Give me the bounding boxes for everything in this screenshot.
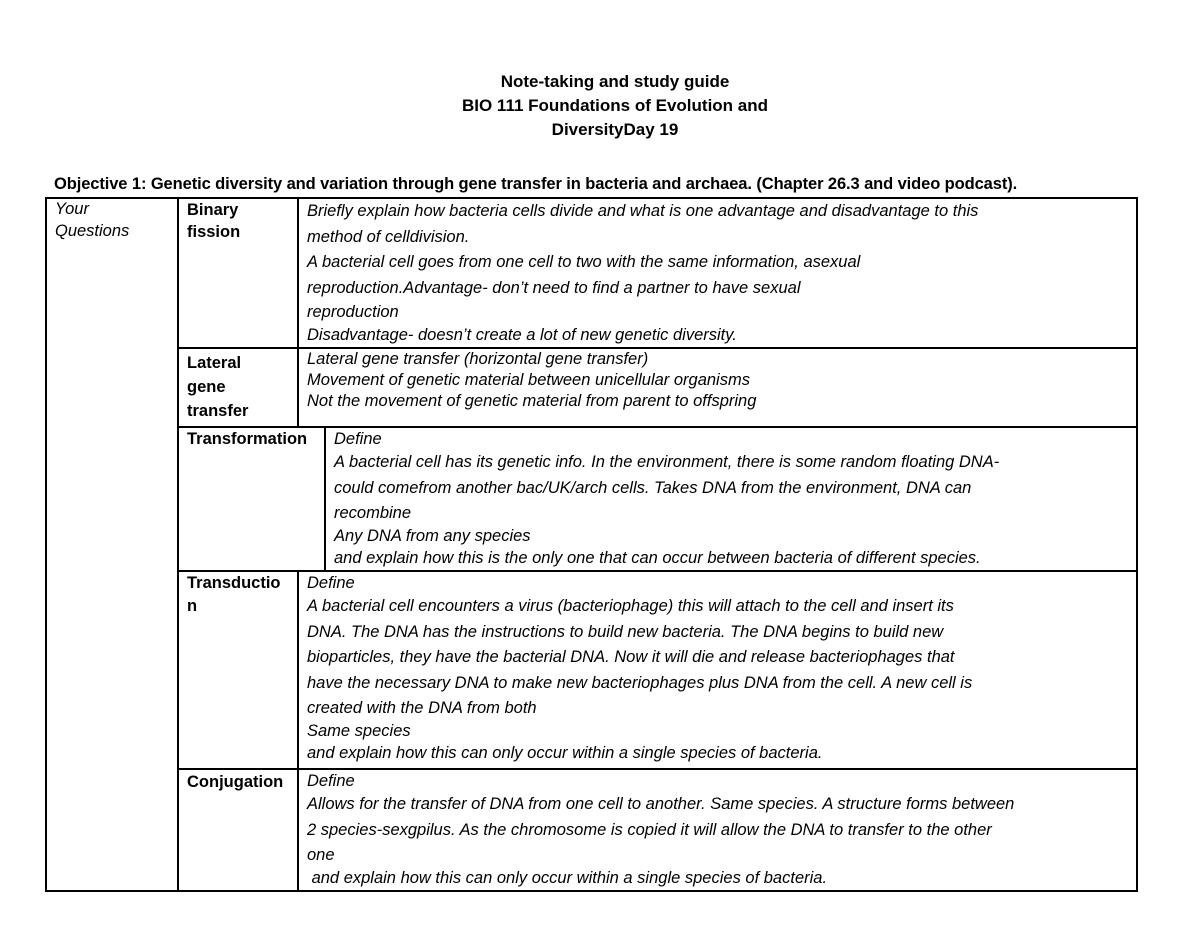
label-divider-rows-4-5 bbox=[297, 570, 299, 892]
row-label-transformation: Transformation bbox=[187, 430, 308, 448]
row-content-binary-fission: Briefly explain how bacteria cells divide and what is one advantage and disadvantage to this method of celldivision. A bacterial cell goes from one cell to two with the same information, asexual reproduction.Advantage- don’t need to find a partner to have sexual reproduction Disadvantage- doesn’t create a lot of new genetic diversity. bbox=[307, 202, 979, 344]
label-divider-row-3 bbox=[324, 426, 326, 570]
row-label-binary-fission: Binary fission bbox=[187, 201, 241, 241]
row-content-transduction: Define A bacterial cell encounters a virus (bacteriophage) this will attach to the cell and insert its DNA. The DNA has the instructions to build new bacteria. The DNA begins to build new bioparticles, they have the bacterial DNA. Now it will die and release bacteriophages that have the necessary DNA to make new bacteriophages plus DNA from the cell. A new cell is created with the DNA from both Same species and explain how this can only occur within a single species of bacteria. bbox=[307, 574, 973, 762]
document-title bbox=[0, 70, 1200, 142]
row-content-transformation: Define A bacterial cell has its genetic info. In the environment, there is some random floating DNA- could comefrom another bac/UK/arch cells. Takes DNA from the environment, DNA can recombine Any DNA from any species and explain how this is the only one that can occur between bacteria of different species. bbox=[334, 430, 1000, 567]
objective-heading: Objective 1: Genetic diversity and variation through gene transfer in bacteria and archaea. (Chapter 26.3 and video podcast). bbox=[54, 175, 1018, 193]
questions-column-header bbox=[55, 198, 129, 242]
column-divider-questions bbox=[177, 197, 179, 892]
row-label-transduction: Transductio n bbox=[187, 574, 281, 615]
row-content-lateral-gene-transfer: Lateral gene transfer (horizontal gene transfer) Movement of genetic material between unicellular organisms Not the movement of genetic material from parent to offspring bbox=[307, 350, 757, 410]
questions-label-line-2: Questions bbox=[55, 222, 130, 240]
row-label-lateral-gene-transfer: Lateral gene transfer bbox=[187, 354, 249, 420]
title-line-3: DiversityDay 19 bbox=[551, 120, 679, 139]
questions-label-line-1: Your bbox=[55, 200, 89, 218]
title-line-1: Note-taking and study guide bbox=[500, 72, 730, 91]
row-content-conjugation: Define Allows for the transfer of DNA from one cell to another. Same species. A structure forms between 2 species-sexgpilus. As the chromosome is copied it will allow the DNA to transfer to the other one and explain how this can only occur within a single species of bacteria. bbox=[307, 772, 1015, 887]
row-label-conjugation: Conjugation bbox=[187, 773, 284, 791]
title-line-2: BIO 111 Foundations of Evolution and bbox=[461, 96, 769, 115]
label-divider-rows-1-2 bbox=[297, 197, 299, 426]
